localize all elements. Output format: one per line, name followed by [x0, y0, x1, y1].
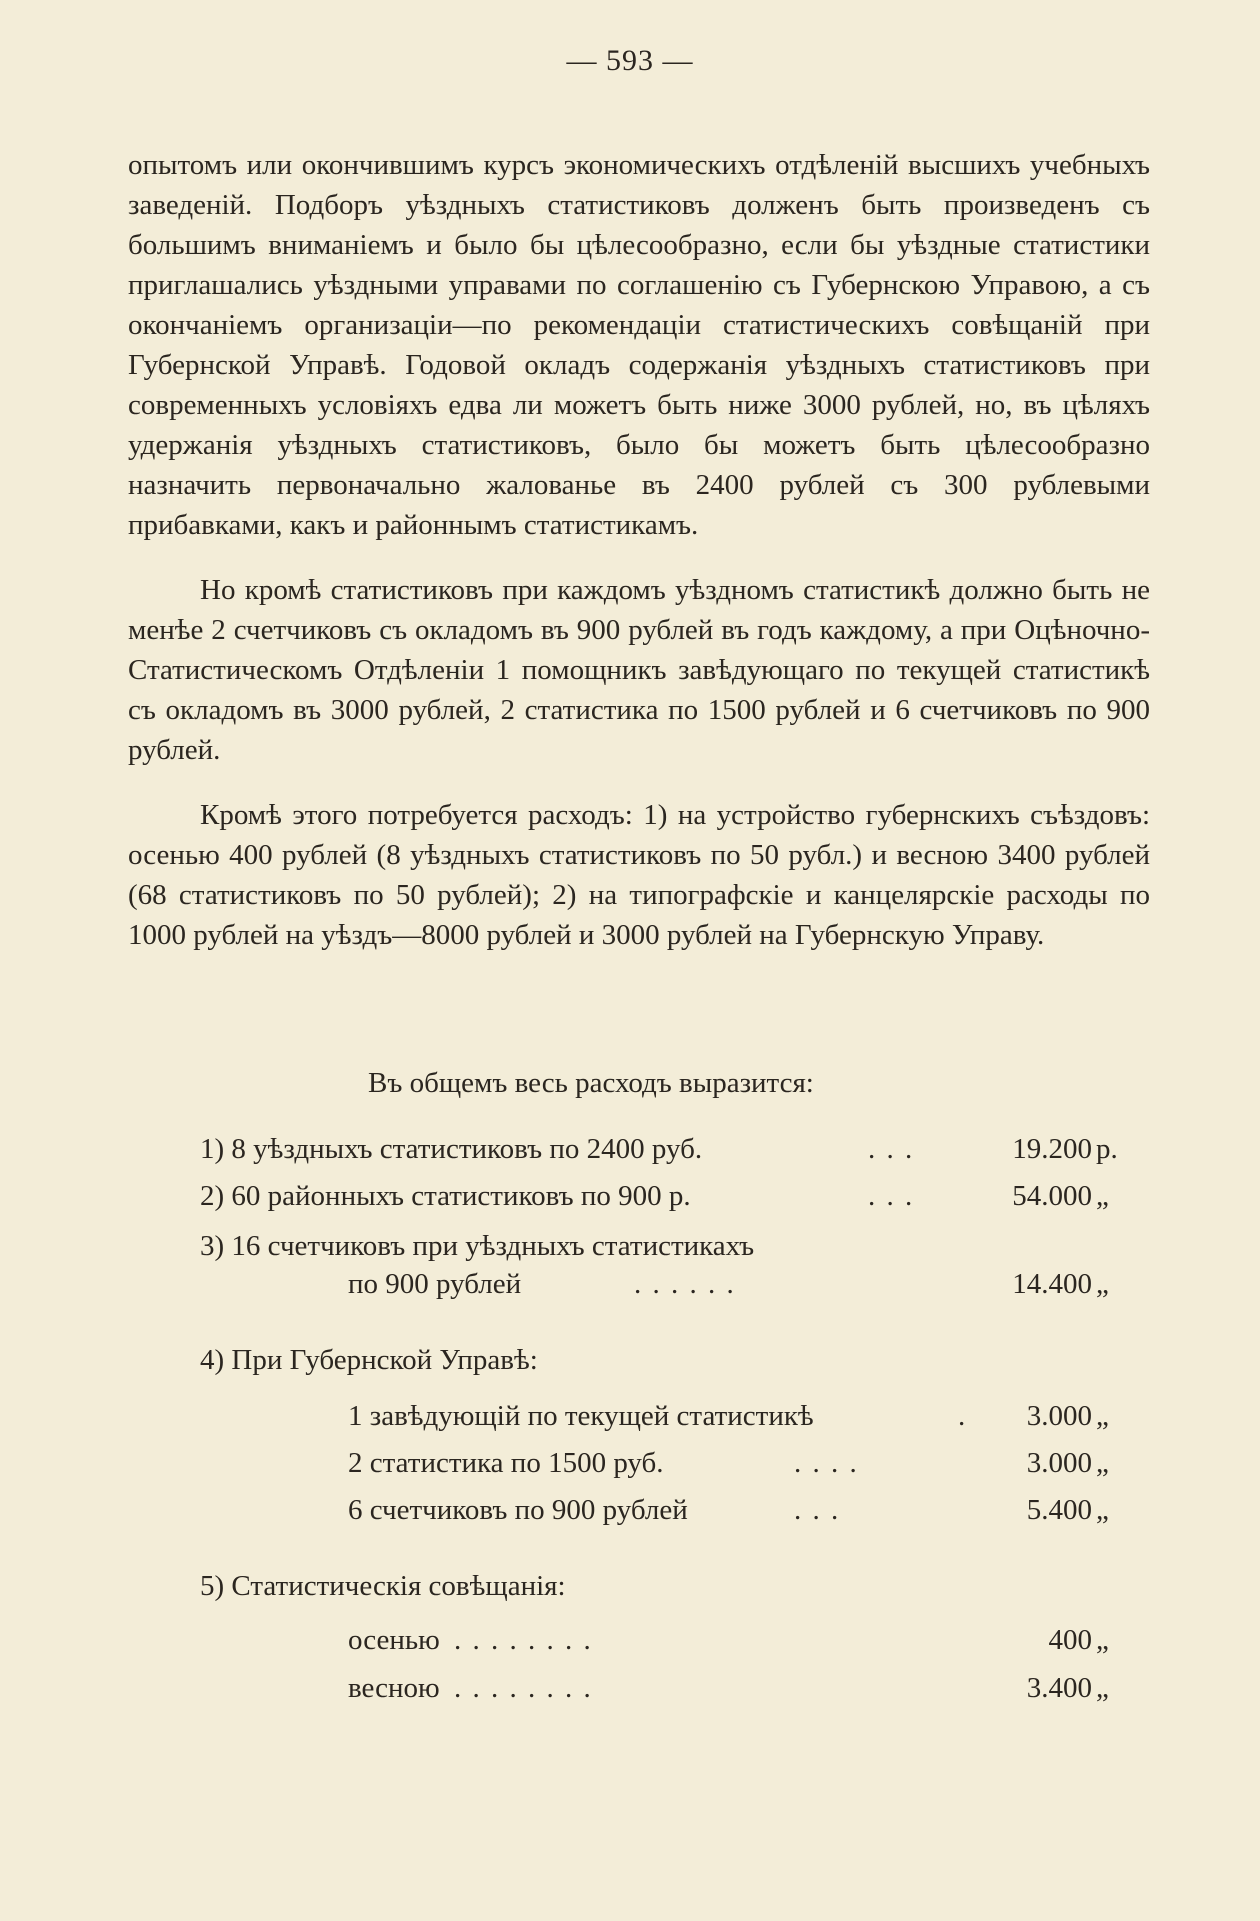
- expense-item-4a: [0, 1396, 1260, 1436]
- expense-unit: р.: [1096, 1133, 1118, 1165]
- paragraph-1: опытомъ или окончившимъ курсъ экономическихъ отдѣленій высшихъ учебныхъ заведеній. Подборъ уѣздныхъ статистиковъ долженъ быть произведенъ съ большимъ вниманіемъ и было бы цѣлесообразно, если бы уѣздные статистики приглашались уѣздными управами по соглашенію съ Губернскою Управою, а съ окончаніемъ организаціи—по рекомендаціи статистическихъ совѣщаній при Губернской Управѣ. Годовой окладъ содержанія уѣздныхъ статистиковъ при современныхъ условіяхъ едва ли можетъ быть ниже 3000 рублей, но, въ цѣляхъ удержанія уѣздныхъ статистиковъ, было бы можетъ быть цѣлесообразно назначить первоначально жалованье въ 2400 рублей съ 300 рублевыми прибавками, какъ и районнымъ статистикамъ.: [128, 149, 1150, 541]
- expense-item-4c: [0, 1490, 1260, 1530]
- expense-label: осенью: [348, 1624, 440, 1656]
- expense-item-5b: [0, 1668, 1260, 1708]
- expense-label: 1) 8 уѣздныхъ статистиковъ по 2400 руб.: [200, 1133, 703, 1165]
- expense-label: 1 завѣдующій по текущей статистикѣ: [348, 1400, 814, 1432]
- expense-item-2: [0, 1176, 1260, 1216]
- expense-unit: „: [1096, 1268, 1109, 1300]
- expense-label: 3) 16 счетчиковъ при уѣздныхъ статистикахъ: [200, 1230, 755, 1262]
- leader-dots: . . .: [868, 1180, 915, 1212]
- expense-amount: 19.200: [1012, 1133, 1092, 1165]
- expense-label: 2 статистика по 1500 руб.: [348, 1447, 664, 1479]
- leader-dots: . . . .: [794, 1447, 859, 1479]
- expense-amount: 54.000: [1012, 1180, 1092, 1212]
- expense-label: 2) 60 районныхъ статистиковъ по 900 р.: [200, 1180, 691, 1212]
- expense-item-5-heading: [0, 1566, 1260, 1606]
- expense-item-4-heading: [0, 1340, 1260, 1380]
- leader-dots: . . .: [794, 1494, 841, 1526]
- expense-unit: „: [1096, 1400, 1109, 1432]
- expense-item-3: [0, 1264, 1260, 1304]
- leader-dots: . . .: [868, 1133, 915, 1165]
- expense-item-1: [0, 1129, 1260, 1169]
- expense-amount: 5.400: [1026, 1494, 1092, 1526]
- expense-label: 6 счетчиковъ по 900 рублей: [348, 1494, 688, 1526]
- expense-unit: „: [1096, 1180, 1109, 1212]
- expense-unit: „: [1096, 1624, 1109, 1656]
- expense-item-5a: [0, 1620, 1260, 1660]
- page-number: — 593 —: [566, 44, 694, 77]
- expense-amount: 3.000: [1026, 1400, 1092, 1432]
- leader-dots: . . . . . .: [634, 1268, 736, 1300]
- paragraph-2: Но кромѣ статистиковъ при каждомъ уѣздномъ статистикѣ должно быть не менѣе 2 счетчиковъ съ окладомъ въ 900 рублей въ годъ каждому, а при Оцѣночно-Статистическомъ Отдѣленіи 1 помощникъ завѣдующаго по текущей статистикѣ съ окладомъ въ 3000 рублей, 2 статистика по 1500 рублей и 6 счетчиковъ по 900 рублей.: [128, 574, 1150, 766]
- leader-dots: . . . . . . . .: [454, 1672, 593, 1704]
- expense-amount: 3.000: [1026, 1447, 1092, 1479]
- expense-amount: 3.400: [1026, 1672, 1092, 1704]
- leader-dots: .: [958, 1400, 968, 1432]
- leader-dots: . . . . . . . .: [454, 1624, 593, 1656]
- expense-unit: „: [1096, 1447, 1109, 1479]
- expense-item-4b: [0, 1443, 1260, 1483]
- summary-heading-row: [0, 1063, 1260, 1103]
- expense-label: весною: [348, 1672, 440, 1704]
- expense-unit: „: [1096, 1672, 1109, 1704]
- expense-label: по 900 рублей: [348, 1268, 522, 1300]
- expense-item-3-first-line: [0, 1226, 1260, 1266]
- body-text: [128, 145, 1150, 955]
- paragraph-3: Кромѣ этого потребуется расходъ: 1) на устройство губернскихъ съѣздовъ: осенью 400 рублей (8 уѣздныхъ статистиковъ по 50 рубл.) и весною 3400 рублей (68 статистиковъ по 50 рублей); 2) на типографскіе и канцелярскіе расходы по 1000 рублей на уѣздъ—8000 рублей и 3000 рублей на Губернскую Управу.: [128, 799, 1150, 951]
- summary-heading: Въ общемъ весь расходъ выразится:: [368, 1067, 814, 1099]
- expense-amount: 14.400: [1012, 1268, 1092, 1300]
- expense-amount: 400: [1048, 1624, 1092, 1656]
- expense-label: 4) При Губернской Управѣ:: [200, 1344, 538, 1376]
- expense-label: 5) Статистическія совѣщанія:: [200, 1570, 566, 1602]
- expense-unit: „: [1096, 1494, 1109, 1526]
